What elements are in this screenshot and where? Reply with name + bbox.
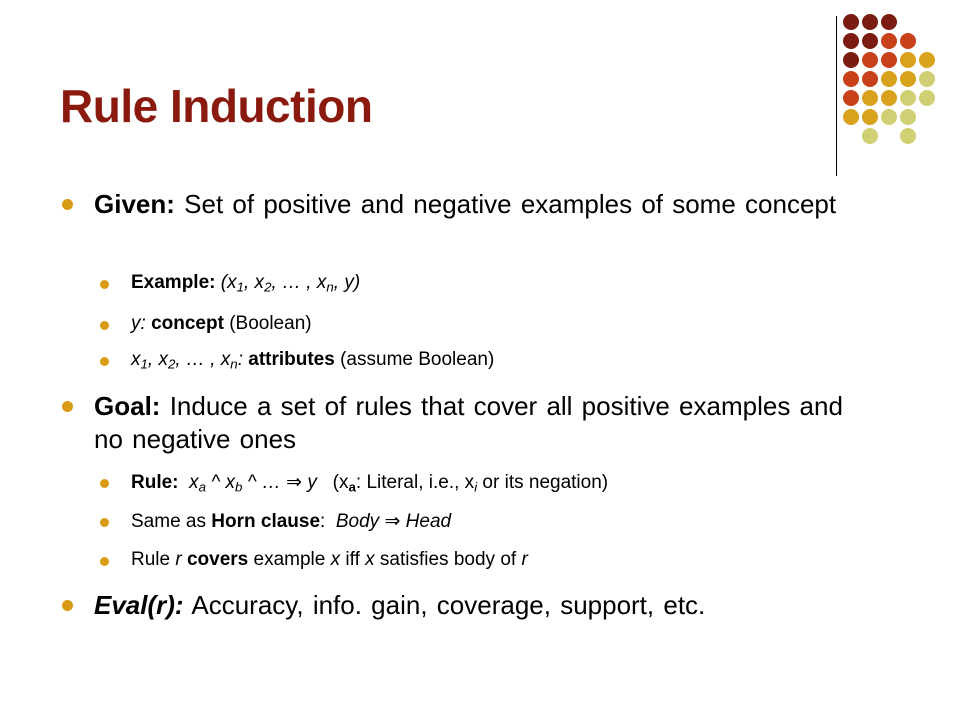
rule-label: Rule: (131, 472, 179, 493)
decorative-dot (862, 71, 878, 87)
slide-title: Rule Induction (60, 80, 373, 132)
given-label: Given: (94, 189, 175, 219)
decorative-dot (862, 90, 878, 106)
covers-label: covers (186, 549, 249, 570)
implies-arrow: ⇒ (286, 471, 303, 493)
bullet-dot (100, 280, 109, 289)
decorative-dot (862, 128, 878, 144)
bullet-dot (100, 479, 109, 488)
bullet-attributes (131, 349, 891, 372)
decorative-dot (881, 90, 897, 106)
decorative-dot (881, 52, 897, 68)
bullet-dot (100, 557, 109, 566)
bullet-y-concept (131, 313, 891, 336)
horn-label: Horn clause (211, 511, 321, 532)
bullet-dot (100, 321, 109, 330)
bullet-rule (131, 471, 891, 495)
decorative-dot (881, 71, 897, 87)
decorative-dot (843, 33, 859, 49)
given-text: Set of positive and negative examples of some concept (184, 189, 837, 219)
covers-x: x (330, 549, 341, 570)
rule-formula: $x_a$ ^ $x_b$ ^ … ⇒ y (189, 471, 317, 495)
decorative-dot (900, 109, 916, 125)
implies-arrow: ⇒ (384, 510, 401, 532)
horn-colon: : (320, 511, 326, 532)
decorative-dot (862, 109, 878, 125)
attributes-note: (assume Boolean) (340, 349, 495, 370)
decorative-dot (843, 52, 859, 68)
bullet-dot (62, 401, 73, 412)
bullet-dot (62, 600, 73, 611)
goal-text: Induce a set of rules that cover all positive examples and no negative ones (94, 391, 843, 454)
rule-literal-note: ($x_a$: Literal, i.e., $x_i$ or its negation) (332, 472, 609, 495)
covers-iff: iff (345, 549, 360, 570)
covers-r: r (175, 549, 182, 570)
covers-r2: r (521, 549, 528, 570)
covers-pre: Rule (131, 549, 171, 570)
decorative-dot (843, 71, 859, 87)
decorative-dot (881, 33, 897, 49)
goal-label: Goal: (94, 391, 161, 421)
horn-head: Head (405, 511, 452, 532)
example-tuple: ($x_1$, $x_2$, … , $x_n$, y) (220, 272, 361, 295)
decorative-dot (881, 109, 897, 125)
eval-label: Eval(r): (94, 590, 184, 620)
horn-body: Body (335, 511, 380, 532)
decorative-dot (862, 52, 878, 68)
bullet-dot (62, 199, 73, 210)
horn-pre: Same as (131, 511, 206, 532)
decorative-dot (881, 14, 897, 30)
decorative-dot (919, 52, 935, 68)
decorative-dot (843, 90, 859, 106)
decorative-dot (843, 109, 859, 125)
y-var: y: (131, 313, 146, 334)
decorative-dot (919, 71, 935, 87)
decorative-dot (862, 33, 878, 49)
decorative-dot (862, 14, 878, 30)
decorative-dot (900, 128, 916, 144)
decorative-dot (900, 71, 916, 87)
example-label: Example: (131, 272, 216, 293)
decorative-dot (900, 33, 916, 49)
covers-mid: example (253, 549, 326, 570)
attributes-vars: $x_1$, $x_2$, … , $x_n$: (131, 349, 243, 372)
concept-note: (Boolean) (229, 313, 312, 334)
decorative-dot (843, 14, 859, 30)
bullet-example (131, 272, 891, 295)
decorative-dot (900, 52, 916, 68)
decorative-dot (900, 90, 916, 106)
bullet-horn-clause (131, 510, 891, 534)
bullet-given (94, 188, 854, 221)
covers-rest: satisfies body of (379, 549, 517, 570)
decorative-dot (919, 90, 935, 106)
bullet-covers (131, 549, 891, 572)
bullet-eval (94, 589, 854, 622)
decorative-divider-line (836, 16, 837, 176)
eval-text: Accuracy, info. gain, coverage, support, etc. (191, 590, 706, 620)
bullet-goal (94, 390, 854, 455)
covers-x2: x (365, 549, 375, 570)
bullet-dot (100, 357, 109, 366)
attributes-label: attributes (248, 349, 335, 370)
concept-label: concept (151, 313, 224, 334)
bullet-dot (100, 518, 109, 527)
